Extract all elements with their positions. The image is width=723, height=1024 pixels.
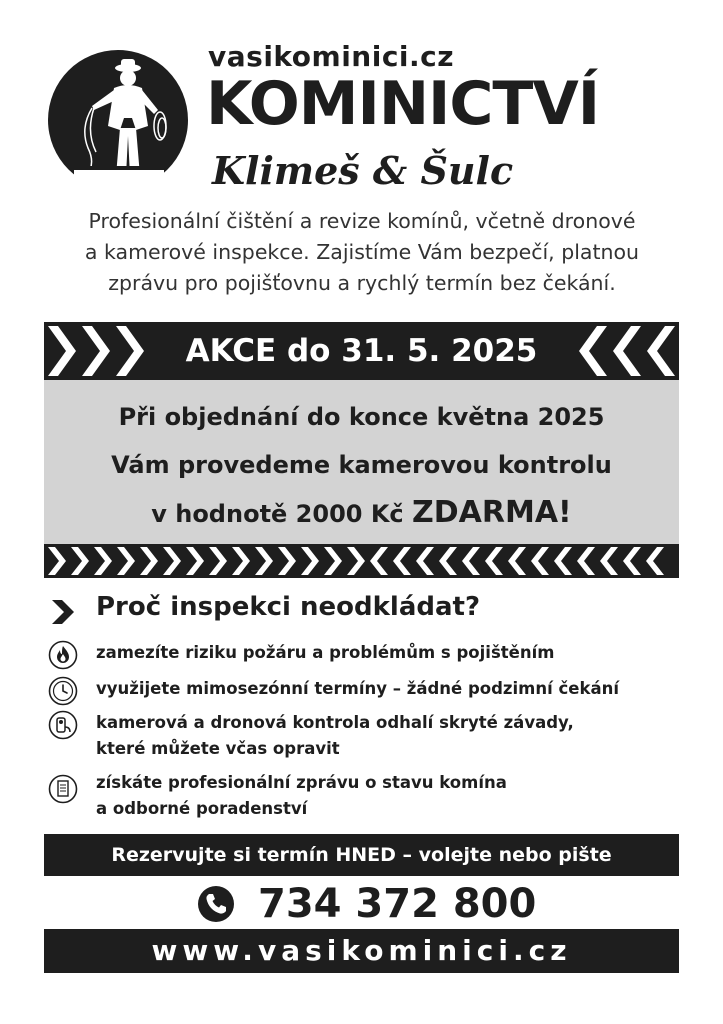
reason-text-line: a odborné poradenství (96, 799, 308, 818)
cta-banner: Rezervujte si termín HNED – volejte nebo pište (44, 834, 679, 876)
site-name: vasikominici.cz (208, 40, 455, 73)
reason-text (96, 770, 696, 822)
chimney-sweep-logo (44, 48, 192, 198)
promo-text (44, 393, 679, 538)
intro-line: a kamerové inspekce. Zajistíme Vám bezpečí, platnou (84, 240, 640, 264)
reason-text-line: které můžete včas opravit (96, 739, 340, 758)
reason-text: zamezíte riziku požáru a problémům s pojištěním (96, 643, 555, 662)
reason-text-line: kamerová a dronová kontrola odhalí skryté závady, (96, 713, 574, 732)
brand-title: KOMINICTVÍ (206, 69, 600, 139)
reasons-title: Proč inspekci neodkládat? (96, 592, 481, 622)
reason-text-line: získáte profesionální zprávu o stavu komína (96, 773, 507, 792)
promo-free-highlight: ZDARMA! (412, 495, 572, 530)
website-link[interactable]: www.vasikominici.cz (44, 929, 679, 973)
promo-line (44, 489, 679, 538)
intro-line: zprávu pro pojišťovnu a rychlý termín bez čekání. (108, 271, 616, 295)
intro-line: Profesionální čištění a revize komínů, včetně dronové (88, 209, 636, 233)
chevron-right-icon (48, 598, 76, 626)
phone-icon[interactable] (196, 884, 236, 924)
promo-line: Při objednání do konce května 2025 (118, 403, 605, 431)
promo-price-text: v hodnotě 2000 Kč (151, 500, 404, 528)
owners-name: Klimeš & Šulc (212, 148, 514, 193)
promo-line: Vám provedeme kamerovou kontrolu (111, 451, 612, 479)
intro-text (36, 206, 688, 299)
camera-inspection-icon (48, 710, 78, 740)
document-icon (48, 774, 78, 804)
reason-text: využijete mimosezónní termíny – žádné podzimní čekání (96, 679, 619, 698)
chevron-strip (44, 544, 679, 578)
fire-icon (48, 640, 78, 670)
phone-number[interactable]: 734 372 800 (258, 881, 537, 927)
reason-text (96, 710, 696, 762)
promo-title: AKCE do 31. 5. 2025 (185, 333, 538, 369)
clock-icon (48, 676, 78, 706)
